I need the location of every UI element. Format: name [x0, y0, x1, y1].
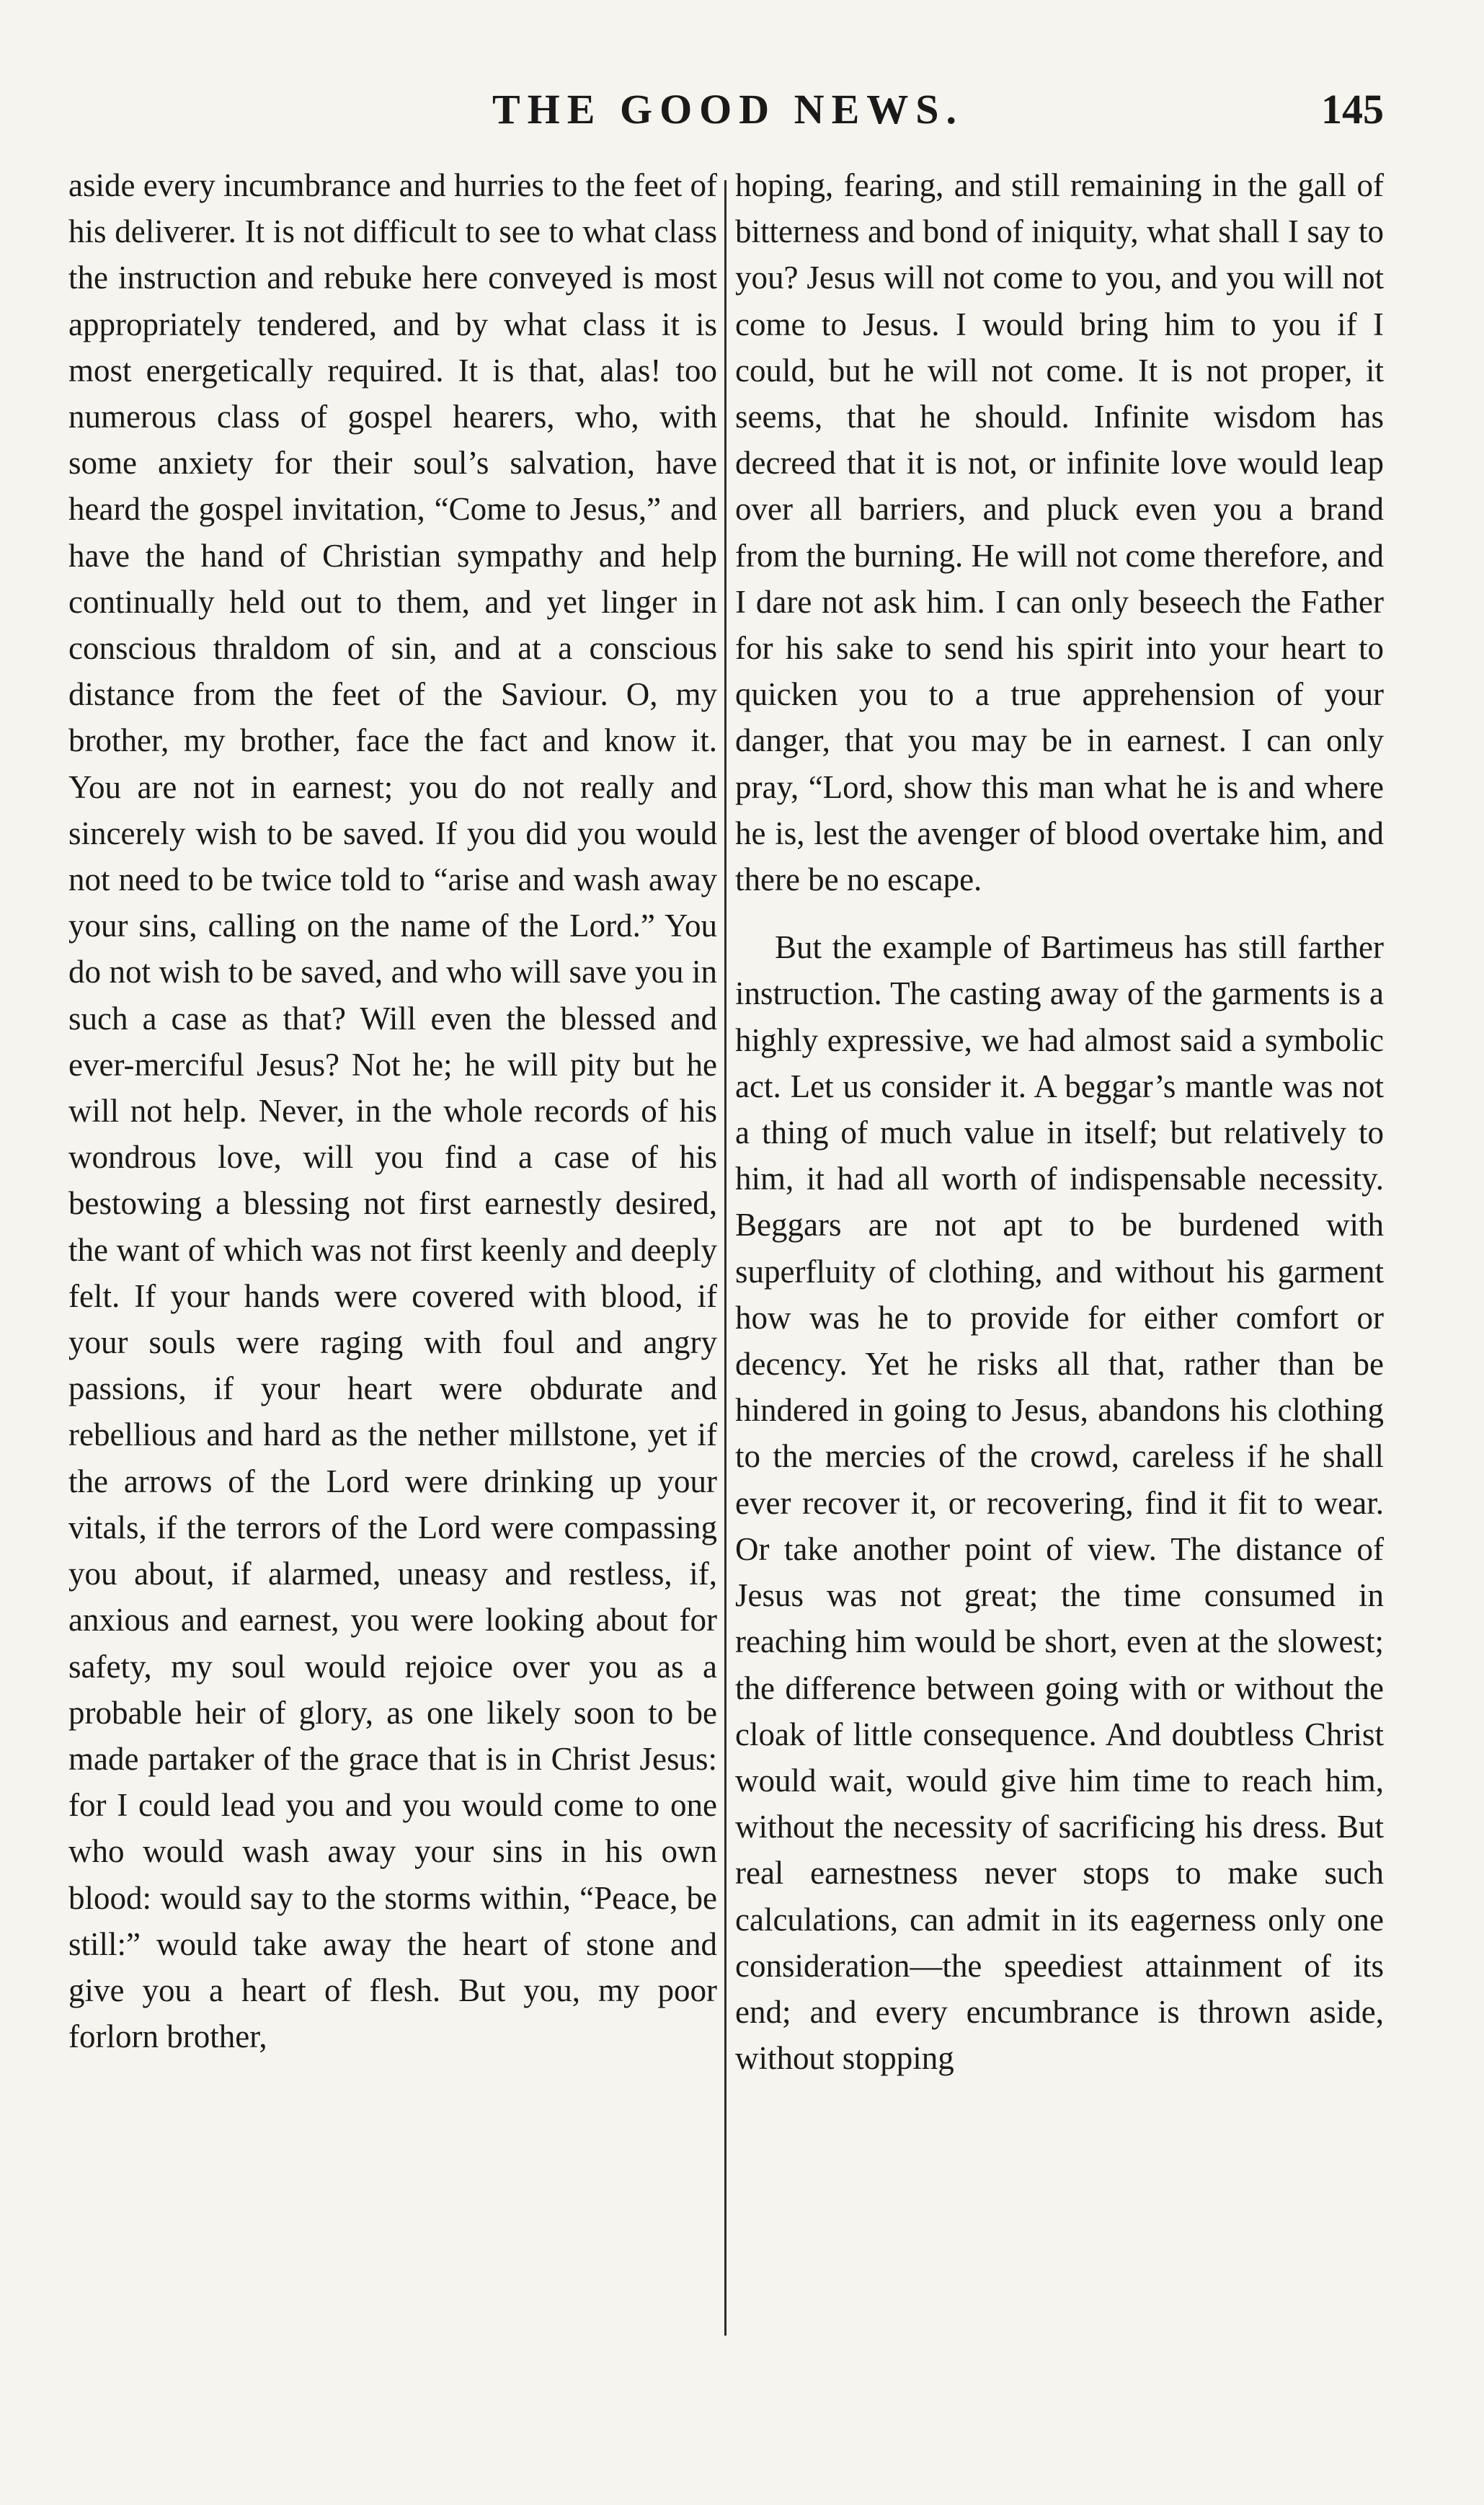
page-header: [72, 85, 1384, 143]
right-column: [735, 162, 1384, 2354]
running-title: THE GOOD NEWS.: [492, 86, 964, 133]
left-column: [68, 162, 717, 2354]
column-divider: [724, 180, 727, 2336]
right-paragraph-1: hoping, fearing, and still remaining in the gall of bitterness and bond of iniquity, what shall I say to you? Jesus will not come to you, and you will not come to Jesus. I would bring him to you if I could, but he will not come. It is not proper, it seems, that he should. Infinite wisdom has decreed that it is not, or infinite love would leap over all barriers, and pluck even you a brand from the burning. He will not come therefore, and I dare not ask him. I can only beseech the Father for his sake to send his spirit into your heart to quicken you to a true apprehension of your danger, that you may be in earnest. I can only pray, “Lord, show this man what he is and where he is, lest the avenger of blood overtake him, and there be no escape.: [735, 167, 1384, 898]
left-paragraph-1: aside every incumbrance and hurries to the feet of his deliverer. It is not difficult to see to what class the instruction and rebuke here conveyed is most appropriately tendered, and by what class it is most energetically required. It is that, alas! too numerous class of gospel hearers, who, with some anxiety for their soul’s salvation, have heard the gospel invitation, “Come to Jesus,” and have the hand of Christian sympathy and help continually held out to them, and yet linger in conscious thraldom of sin, and at a conscious distance from the feet of the Saviour. O, my brother, my brother, face the fact and know it. You are not in earnest; you do not really and sincerely wish to be saved. If you did you would not need to be twice told to “arise and wash away your sins, calling on the name of the Lord.” You do not wish to be saved, and who will save you in such a case as that? Will even the blessed and ever-merciful Jesus? Not he; he will pity but he will not help. Never, in the whole records of his wondrous love, will you find a case of his bestowing a blessing not first earnestly desired, the want of which was not first keenly and deeply felt. If your hands were covered with blood, if your souls were raging with foul and angry passions, if your heart were obdurate and rebellious and hard as the nether millstone, yet if the arrows of the Lord were drinking up your vitals, if the terrors of the Lord were compassing you about, if alarmed, uneasy and restless, if, anxious and earnest, you were looking about for safety, my soul would rejoice over you as a probable heir of glory, as one likely soon to be made partaker of the grace that is in Christ Jesus: for I could lead you and you would come to one who would wash away your sins in his own blood: would say to the storms within, “Peace, be still:” would take away the heart of stone and give you a heart of flesh. But you, my poor forlorn brother,: [68, 167, 717, 2055]
right-paragraph-2: But the example of Bartimeus has still farther instruction. The casting away of the garments is a highly expressive, we had almost said a symbolic act. Let us consider it. A beggar’s mantle was not a thing of much value in itself; but relatively to him, it had all worth of indispensable necessity. Beggars are not apt to be burdened with superfluity of clothing, and without his garment how was he to provide for either comfort or decency. Yet he risks all that, rather than be hindered in going to Jesus, abandons his clothing to the mercies of the crowd, careless if he shall ever recover it, or recovering, find it fit to wear. Or take another point of view. The distance of Jesus was not great; the time consumed in reaching him would be short, even at the slowest; the difference between going with or without the cloak of little consequence. And doubtless Christ would wait, would give him time to reach him, without the necessity of sacrificing his dress. But real earnestness never stops to make such calculations, can admit in its eagerness only one consideration—the speediest attainment of its end; and every encumbrance is thrown aside, without stopping: [735, 929, 1384, 2077]
page-number: 145: [1321, 86, 1384, 133]
